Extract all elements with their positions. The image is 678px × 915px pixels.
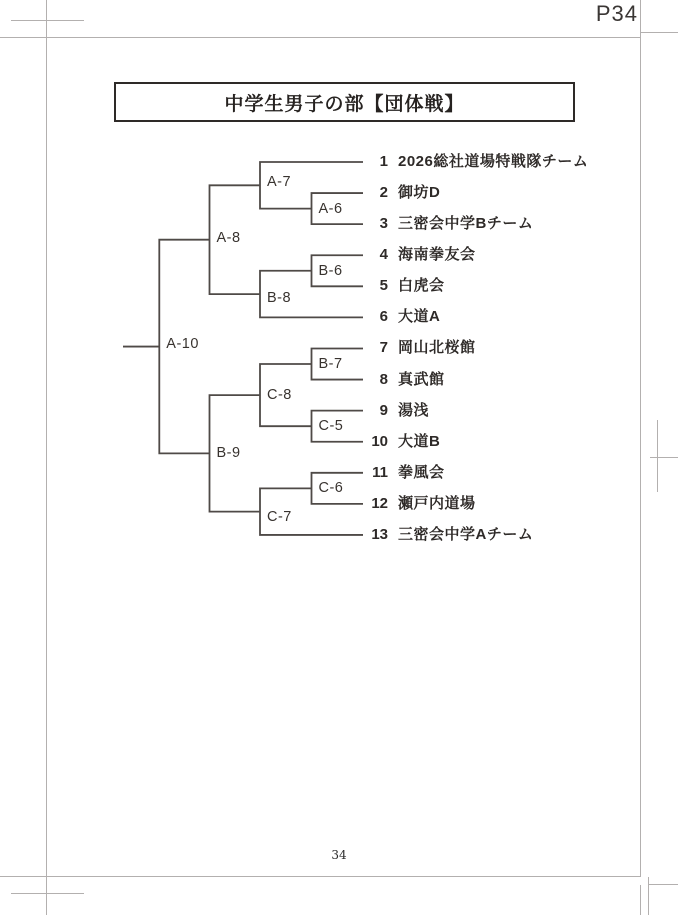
entry-team-name: 御坊D (398, 184, 441, 202)
entry-number: 2 (379, 184, 388, 202)
entry-number: 12 (371, 494, 388, 512)
entry-team-name: 大道A (398, 308, 441, 326)
entry-team-name: 湯浅 (398, 401, 430, 419)
entry-number: 1 (379, 153, 388, 170)
match-label-A-6: A-6 (318, 200, 343, 217)
match-label-B-8: B-8 (267, 290, 292, 307)
entry-number: 4 (379, 246, 388, 264)
entry-number: 11 (372, 463, 388, 481)
entry-number: 10 (371, 432, 388, 450)
corner-page-label: P34 (595, 1, 638, 26)
entry-team-name: 大道B (398, 432, 441, 450)
entry-number: 7 (379, 339, 388, 357)
entry-number: 3 (379, 215, 388, 233)
entry-number: 5 (379, 277, 388, 295)
entry-number: 13 (371, 525, 388, 543)
match-label-A-10: A-10 (166, 335, 199, 352)
entry-team-name: 海南拳友会 (398, 246, 476, 264)
entry-team-name: 2026総社道場特戦隊チーム (398, 153, 589, 170)
page-title: 中学生男子の部【団体戦】 (224, 93, 465, 115)
entry-number: 8 (379, 370, 388, 388)
entry-team-name: 三密会中学Bチーム (398, 215, 534, 233)
match-label-C-8: C-8 (267, 387, 292, 404)
entry-team-name: 岡山北桜館 (398, 339, 476, 357)
match-label-A-8: A-8 (216, 229, 241, 246)
match-label-B-9: B-9 (216, 445, 241, 462)
match-label-A-7: A-7 (267, 174, 292, 191)
entry-number: 6 (379, 308, 388, 326)
match-label-B-6: B-6 (318, 262, 343, 279)
match-label-C-5: C-5 (318, 418, 344, 435)
entry-team-name: 瀬戸内道場 (398, 494, 476, 512)
entry-number: 9 (379, 401, 388, 419)
entry-team-name: 拳風会 (398, 463, 445, 481)
match-label-C-6: C-6 (318, 480, 344, 497)
entry-team-name: 真武館 (398, 370, 445, 388)
entry-team-name: 三密会中学Aチーム (398, 525, 534, 543)
match-label-C-7: C-7 (267, 508, 292, 525)
entry-team-name: 白虎会 (398, 277, 445, 295)
match-label-B-7: B-7 (318, 356, 343, 373)
page-number: 34 (331, 848, 347, 862)
